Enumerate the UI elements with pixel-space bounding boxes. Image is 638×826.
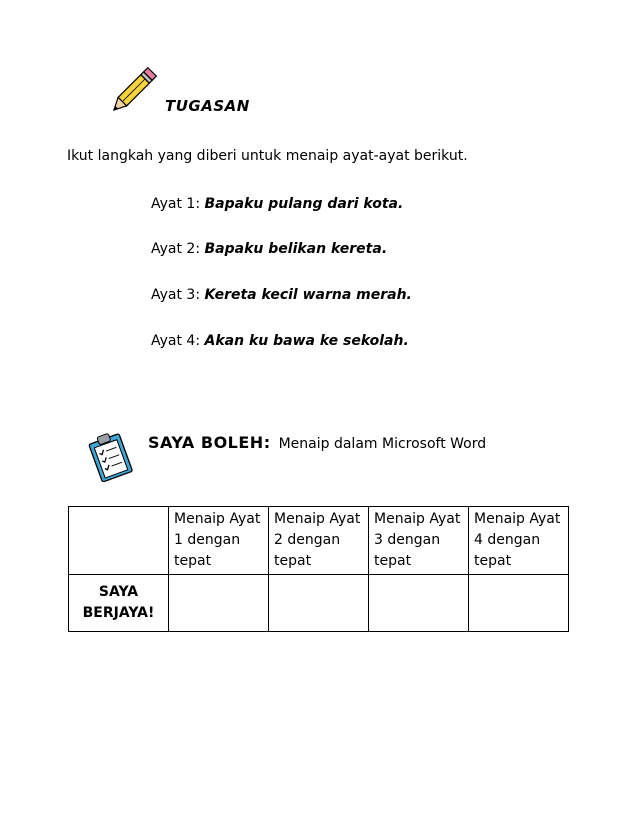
checklist-table — [68, 506, 569, 632]
sentence-text: Bapaku pulang dari kota. — [204, 196, 404, 212]
clipboard-checklist-icon — [84, 430, 136, 482]
sentence-4 — [151, 333, 409, 349]
sentence-2 — [151, 241, 387, 257]
page-title: TUGASAN — [165, 97, 250, 115]
check-cell-ayat-4[interactable] — [469, 575, 569, 632]
instruction-text: Ikut langkah yang diberi untuk menaip ayat-ayat berikut. — [67, 148, 468, 164]
sentence-text: Kereta kecil warna merah. — [204, 287, 412, 303]
saya-boleh-label: SAYA BOLEH: — [148, 433, 271, 452]
pencil-icon — [108, 66, 158, 116]
table-header-cell: Menaip Ayat 3 dengan tepat — [369, 507, 469, 575]
table-header-cell: Menaip Ayat 2 dengan tepat — [269, 507, 369, 575]
table-corner-cell — [69, 507, 169, 575]
sentence-text: Bapaku belikan kereta. — [204, 241, 388, 257]
saya-boleh-text: Menaip dalam Microsoft Word — [278, 436, 487, 452]
sentence-3 — [151, 287, 412, 303]
sentence-1 — [151, 196, 403, 212]
row-label-saya-berjaya: SAYA BERJAYA! — [69, 575, 169, 632]
sentence-text: Akan ku bawa ke sekolah. — [204, 333, 409, 349]
sentence-label: Ayat 1: — [151, 196, 201, 212]
check-cell-ayat-3[interactable] — [369, 575, 469, 632]
sentence-label: Ayat 3: — [151, 287, 201, 303]
table-header-row — [69, 507, 569, 575]
check-cell-ayat-2[interactable] — [269, 575, 369, 632]
saya-boleh-line — [148, 433, 486, 452]
table-header-cell: Menaip Ayat 1 dengan tepat — [169, 507, 269, 575]
sentence-label: Ayat 4: — [151, 333, 201, 349]
table-header-cell: Menaip Ayat 4 dengan tepat — [469, 507, 569, 575]
check-cell-ayat-1[interactable] — [169, 575, 269, 632]
table-row — [69, 575, 569, 632]
sentence-label: Ayat 2: — [151, 241, 201, 257]
